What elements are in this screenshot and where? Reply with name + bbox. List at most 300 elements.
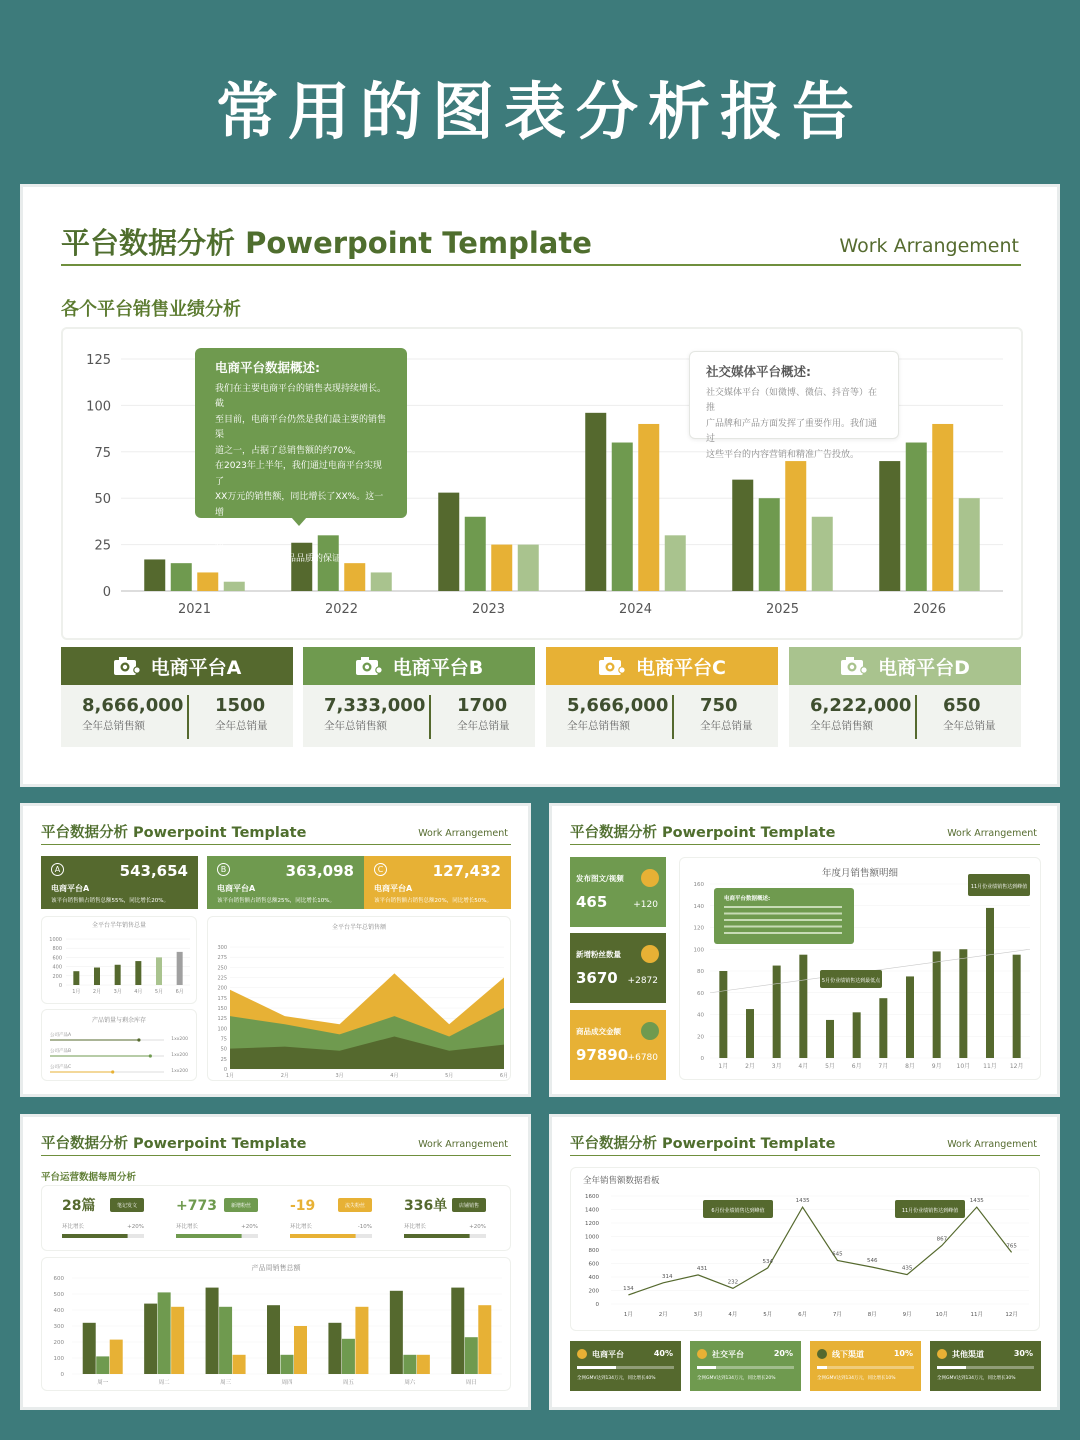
- x-tick-label: 7月: [878, 1063, 889, 1070]
- chart-title: 全年销售额数据看板: [583, 1176, 660, 1186]
- tile-name: 电商平台A: [217, 884, 256, 893]
- kpi-label: 环比增长: [404, 1224, 427, 1230]
- channel-tile: [570, 1341, 681, 1391]
- x-tick-label: 1月: [623, 1312, 633, 1318]
- x-tick-label: 7月: [832, 1312, 842, 1318]
- channel-name: 其他渠道: [952, 1350, 984, 1359]
- kpi-tile: [364, 856, 511, 909]
- tooltip-line: 在2023年上半年，我们通过电商平台实现了: [215, 461, 382, 487]
- bar-10月: [959, 949, 967, 1058]
- bar-2025-1: [732, 480, 753, 591]
- channel-desc: 全网GMV达到134万元，同比增长10%: [817, 1376, 896, 1381]
- sales-label: 全年总销售额: [82, 720, 145, 732]
- social-tooltip: [689, 351, 899, 460]
- platform-card-c: [546, 647, 778, 747]
- bar-2024-3: [638, 424, 659, 591]
- tooltip-line: 道之一，占据了总销售额的约70%。: [215, 445, 362, 456]
- data-label: 765: [1006, 1243, 1017, 1250]
- bar-2025-4: [812, 517, 833, 591]
- y-tick-label: 0: [58, 983, 62, 989]
- data-label: 1435: [969, 1198, 984, 1205]
- line-chart-panel: [570, 1167, 1040, 1331]
- stat-delta: +6780: [627, 1053, 658, 1063]
- y-tick-label: 1600: [585, 1194, 599, 1200]
- title-divider: [61, 264, 1021, 266]
- note-text-line: [724, 926, 842, 928]
- small-bar-panel: [41, 916, 197, 1004]
- x-tick-label: 5月: [154, 989, 164, 995]
- y-tick-label: 60: [697, 990, 704, 997]
- kpi-pct: +20%: [469, 1224, 486, 1230]
- qty-value: 750: [700, 695, 738, 716]
- y-tick-label: 1000: [585, 1234, 599, 1241]
- stat-value: 465: [576, 893, 608, 911]
- x-tick-label: 周二: [158, 1380, 170, 1386]
- x-tick-label: 6月: [499, 1073, 509, 1079]
- channel-name: 线下渠道: [832, 1350, 864, 1359]
- kpi-bar: [404, 1234, 470, 1238]
- stat-divider: [672, 695, 674, 739]
- weekly-chart-panel: [41, 1257, 511, 1391]
- x-tick-label: 1月: [718, 1063, 729, 1070]
- note-text-line: [724, 913, 842, 915]
- x-tick-label: 2026: [912, 602, 947, 617]
- slide-title: 平台数据分析 Powerpoint Template: [61, 226, 592, 260]
- channel-icon: [937, 1349, 947, 1359]
- sales-label: 全年总销售额: [324, 720, 387, 732]
- channel-pct: 30%: [1013, 1349, 1033, 1358]
- slide-thumb-yearly-line: [549, 1114, 1060, 1410]
- stock-progress-chart: [42, 1010, 196, 1080]
- bar-2025-3: [785, 461, 806, 591]
- bar-2024-2: [612, 443, 633, 591]
- channel-name: 社交平台: [712, 1350, 744, 1359]
- y-tick-label: 175: [217, 995, 227, 1002]
- y-tick-label: 75: [94, 445, 111, 461]
- data-label: 314: [662, 1273, 673, 1280]
- tooltip-line: 至目前，电商平台仍然是我们最主要的销售渠: [215, 414, 387, 440]
- y-tick-label: 400: [52, 964, 62, 971]
- y-tick-label: 800: [52, 946, 62, 953]
- kpi-pct: -10%: [357, 1224, 372, 1230]
- x-tick-label: 8月: [905, 1063, 915, 1070]
- platform-card-d: [789, 647, 1021, 747]
- bar-周四-3: [294, 1326, 307, 1374]
- bar-2026-1: [879, 461, 900, 591]
- stat-divider: [429, 695, 431, 739]
- x-tick-label: 周三: [220, 1380, 232, 1386]
- section-heading: 平台运营数据每周分析: [41, 1172, 137, 1183]
- line-series: [628, 1207, 1011, 1295]
- slide-title: 平台数据分析 Powerpoint Template: [570, 1136, 836, 1152]
- progress-panel: [41, 1009, 197, 1081]
- stat-tile: [570, 857, 666, 927]
- x-tick-label: 2025: [765, 602, 800, 617]
- bar-周一-1: [83, 1323, 96, 1374]
- bar-周一-3: [110, 1340, 123, 1374]
- x-tick-label: 3月: [113, 989, 122, 995]
- channel-desc: 全网GMV达到134万元，同比增长40%: [577, 1376, 656, 1381]
- slide-title: 平台数据分析 Powerpoint Template: [570, 825, 836, 841]
- callout-text: 5月份业绩销售达到最低点: [821, 978, 881, 984]
- kpi-label: 环比增长: [176, 1224, 199, 1230]
- tooltip-line: 促销活动，以及产品品质的保证。: [215, 554, 351, 564]
- slide-subtitle: Work Arrangement: [947, 1139, 1037, 1150]
- tile-letter-badge: A: [51, 863, 64, 876]
- stat-tile: [570, 1010, 666, 1080]
- slide-title: 平台数据分析 Powerpoint Template: [41, 1136, 307, 1152]
- bar-2021-4: [224, 582, 245, 591]
- kpi-value: 336单: [404, 1198, 448, 1214]
- y-tick-label: 200: [588, 1288, 599, 1295]
- channel-tile: [810, 1341, 921, 1391]
- y-tick-label: 0: [700, 1056, 704, 1062]
- slide-subtitle: Work Arrangement: [418, 1139, 508, 1150]
- main-slide: [20, 184, 1060, 787]
- bar-周四-1: [267, 1305, 280, 1374]
- stat-delta: +120: [633, 900, 658, 910]
- x-tick-label: 3月: [771, 1063, 782, 1070]
- qty-value: 1500: [215, 695, 266, 716]
- tooltip-line: XX万元的销售额，同比增长了XX%。这一增: [215, 492, 384, 518]
- callout-text: 11月份业绩销售达到峰值: [901, 1208, 959, 1214]
- x-tick-label: 3月: [693, 1312, 703, 1318]
- tile-value: 543,654: [119, 862, 188, 880]
- y-tick-label: 300: [53, 1324, 64, 1330]
- channel-name: 电商平台: [592, 1350, 624, 1359]
- monthly-bar-chart: [680, 858, 1040, 1079]
- platform-name: 电商平台C: [636, 656, 726, 679]
- x-tick-label: 9月: [902, 1312, 912, 1318]
- bar-周日-1: [451, 1288, 464, 1374]
- kpi-strip: [41, 1185, 511, 1251]
- half-year-bar-chart: [42, 917, 196, 1003]
- x-tick-label: 12月: [1005, 1312, 1018, 1318]
- slide-subtitle: Work Arrangement: [418, 828, 508, 839]
- title-divider: [41, 844, 511, 845]
- x-tick-label: 9月: [931, 1063, 942, 1070]
- tooltip-title: 社交媒体平台概述:: [706, 364, 811, 379]
- camera-icon: [355, 656, 383, 676]
- y-tick-label: 75: [220, 1036, 227, 1043]
- progress-knob: [137, 1038, 140, 1041]
- note-text-line: [724, 932, 842, 934]
- bar-周三-3: [233, 1355, 246, 1374]
- y-tick-label: 200: [53, 1340, 64, 1346]
- x-tick-label: 周日: [465, 1380, 477, 1386]
- y-tick-label: 0: [102, 585, 111, 600]
- stat-value: 97890: [576, 1046, 629, 1064]
- platform-header: [546, 647, 778, 685]
- callout-text: 6月份业绩销售达到峰值: [711, 1208, 765, 1214]
- bar-周一-2: [96, 1356, 109, 1374]
- bar-1月: [719, 971, 727, 1058]
- bar-11月: [986, 908, 994, 1058]
- y-tick-label: 160: [693, 882, 704, 888]
- kpi-tag-label: 流失粉丝: [344, 1203, 366, 1209]
- stat-label: 新增粉丝数量: [576, 950, 621, 959]
- note-text-line: [724, 919, 842, 921]
- y-tick-label: 300: [217, 945, 227, 951]
- kpi-bar: [290, 1234, 356, 1238]
- y-tick-label: 250: [217, 965, 227, 972]
- y-tick-label: 0: [223, 1067, 227, 1073]
- x-tick-label: 5月: [445, 1073, 454, 1079]
- bar-3月: [773, 966, 781, 1058]
- bar-周二-3: [171, 1307, 184, 1374]
- platform-card-b: [303, 647, 535, 747]
- title-divider: [570, 844, 1040, 845]
- bar-2023-1: [438, 493, 459, 591]
- kpi-value: -19: [290, 1198, 316, 1214]
- channel-pct: 40%: [653, 1349, 673, 1358]
- progress-value: 1xx200: [171, 1053, 188, 1058]
- progress-label: 公司产品C: [50, 1065, 72, 1070]
- x-tick-label: 2月: [280, 1073, 289, 1079]
- platform-body: [303, 685, 535, 747]
- kpi-tag-label: 笔记发文: [116, 1203, 138, 1209]
- y-tick-label: 25: [94, 538, 111, 554]
- progress-knob: [149, 1054, 152, 1057]
- hero-title: 常用的图表分析报告: [215, 75, 864, 148]
- kpi-bar: [176, 1234, 242, 1238]
- x-tick-label: 2024: [618, 602, 653, 617]
- data-label: 431: [696, 1265, 708, 1272]
- y-tick-label: 100: [53, 1356, 64, 1362]
- y-tick-label: 275: [217, 955, 227, 962]
- x-tick-label: 2月: [658, 1312, 668, 1318]
- y-tick-label: 80: [697, 969, 704, 975]
- camera-icon: [113, 656, 141, 676]
- platform-header: [789, 647, 1021, 685]
- x-tick-label: 1月: [225, 1073, 235, 1079]
- channel-fill: [817, 1366, 827, 1369]
- y-tick-label: 150: [217, 1006, 227, 1012]
- bar-2023-2: [465, 517, 486, 591]
- stat-delta: +2872: [627, 976, 658, 986]
- sales-value: 5,666,000: [567, 695, 669, 716]
- qty-value: 650: [943, 695, 981, 716]
- y-tick-label: 500: [53, 1292, 64, 1298]
- y-tick-label: 50: [94, 492, 111, 508]
- qty-label: 全年总销量: [700, 720, 753, 732]
- area-panel: [207, 916, 511, 1081]
- kpi-pct: +20%: [241, 1224, 258, 1230]
- x-tick-label: 6月: [175, 989, 184, 995]
- bar-8月: [906, 976, 914, 1058]
- x-tick-label: 2021: [177, 602, 212, 617]
- tooltip-line: 我们在主要电商平台的销售表现持续增长。截: [215, 383, 387, 409]
- ecommerce-tooltip: [195, 348, 407, 564]
- x-tick-label: 4月: [134, 989, 143, 995]
- channel-track: [937, 1366, 1034, 1369]
- qty-label: 全年总销量: [457, 720, 510, 732]
- stat-label: 发布图文/视频: [576, 874, 624, 883]
- x-tick-label: 3月: [335, 1073, 344, 1079]
- bar-2月: [94, 968, 100, 985]
- platform-header: [303, 647, 535, 685]
- qty-label: 全年总销量: [215, 720, 268, 732]
- platform-name: 电商平台B: [392, 656, 484, 679]
- progress-label: 公司产品B: [50, 1049, 72, 1054]
- stat-value: 3670: [576, 969, 618, 987]
- channel-fill: [577, 1366, 616, 1369]
- y-tick-label: 1400: [585, 1207, 599, 1214]
- chart-icon: [641, 1022, 659, 1040]
- tooltip-line: 这些平台的内容营销和精准广告投放。: [706, 449, 860, 460]
- channel-fill: [937, 1366, 966, 1369]
- tooltip-title: 电商平台数据概述:: [215, 360, 320, 375]
- sales-value: 6,222,000: [810, 695, 912, 716]
- bar-周五-1: [328, 1323, 341, 1374]
- title-divider: [570, 1155, 1040, 1156]
- slide-thumb-kpi-area: [20, 803, 531, 1097]
- kpi-value: 28篇: [62, 1198, 96, 1214]
- platform-body: [546, 685, 778, 747]
- bar-周四-2: [281, 1355, 294, 1374]
- y-tick-label: 1000: [49, 937, 62, 943]
- kpi-pct: +20%: [127, 1224, 144, 1230]
- y-tick-label: 600: [52, 955, 62, 962]
- x-tick-label: 周一: [97, 1380, 109, 1386]
- slide-thumb-monthly: [549, 803, 1060, 1097]
- bar-2021-2: [171, 563, 192, 591]
- sales-label: 全年总销售额: [567, 720, 630, 732]
- channel-pct: 10%: [893, 1349, 913, 1358]
- slide-subtitle: Work Arrangement: [839, 235, 1019, 257]
- tile-value: 363,098: [285, 862, 354, 880]
- data-label: 546: [867, 1258, 878, 1265]
- x-tick-label: 2023: [471, 602, 506, 617]
- tile-desc: 该平台销售额占销售总额25%，同比增长10%。: [217, 898, 335, 904]
- sales-value: 8,666,000: [82, 695, 184, 716]
- channel-pct: 20%: [773, 1349, 793, 1358]
- y-tick-label: 100: [217, 1026, 227, 1033]
- chart-icon: [641, 945, 659, 963]
- data-label: 232: [727, 1279, 739, 1286]
- y-tick-label: 600: [53, 1276, 64, 1282]
- tile-name: 电商平台A: [374, 884, 413, 893]
- bar-周日-2: [465, 1337, 478, 1374]
- bar-周六-3: [417, 1355, 430, 1374]
- platform-card-a: [61, 647, 293, 747]
- data-label: 1435: [795, 1198, 810, 1205]
- chart-title: 产品周销售总额: [251, 1264, 301, 1272]
- stat-divider: [915, 695, 917, 739]
- platform-name: 电商平台D: [878, 656, 970, 679]
- y-tick-label: 25: [220, 1056, 227, 1063]
- bar-6月: [177, 952, 183, 985]
- x-tick-label: 4月: [390, 1073, 399, 1079]
- bar-周六-1: [390, 1291, 403, 1374]
- y-tick-label: 225: [217, 975, 227, 982]
- data-label: 534: [762, 1258, 773, 1265]
- x-tick-label: 2月: [92, 989, 102, 995]
- bar-周六-2: [403, 1355, 416, 1374]
- tile-desc: 该平台销售额占销售总额20%，同比增长50%。: [374, 898, 492, 904]
- channel-track: [577, 1366, 674, 1369]
- x-tick-label: 11月: [970, 1312, 983, 1318]
- note-text-line: [724, 906, 842, 908]
- bar-2026-2: [906, 443, 927, 591]
- bar-2021-3: [197, 572, 218, 591]
- bar-9月: [933, 951, 941, 1058]
- tooltip-line: 长主要归因于我们在平台上的持续广告投放和: [215, 523, 387, 549]
- tile-desc: 该平台销售额占销售总额55%，同比增长20%。: [51, 898, 169, 904]
- chart-title: 全平台半年销售总量: [91, 922, 147, 929]
- kpi-tile: [41, 856, 198, 909]
- chart-icon: [641, 869, 659, 887]
- bar-2022-4: [371, 572, 392, 591]
- title-divider: [41, 1155, 511, 1156]
- tile-value: 127,432: [432, 862, 501, 880]
- section-heading: 各个平台销售业绩分析: [61, 299, 241, 320]
- sales-value: 7,333,000: [324, 695, 426, 716]
- kpi-tag-label: 新增粉丝: [230, 1203, 252, 1209]
- tile-letter-badge: C: [374, 863, 387, 876]
- tooltip-line: 广品牌和产品方面发挥了重要作用。我们通过: [706, 418, 878, 444]
- x-tick-label: 12月: [1009, 1063, 1024, 1070]
- callout-text: 11月份业绩销售达到峰值: [970, 884, 1028, 890]
- bar-3月: [115, 965, 121, 985]
- data-label: 867: [936, 1236, 948, 1243]
- x-tick-label: 11月: [983, 1063, 997, 1070]
- channel-icon: [577, 1349, 587, 1359]
- bar-周日-3: [478, 1305, 491, 1374]
- y-tick-label: 400: [53, 1308, 64, 1314]
- camera-icon: [598, 656, 626, 676]
- data-label: 134: [623, 1285, 634, 1292]
- qty-value: 1700: [457, 695, 508, 716]
- channel-desc: 全网GMV达到134万元，同比增长20%: [697, 1376, 776, 1381]
- y-tick-label: 40: [697, 1012, 704, 1019]
- x-tick-label: 4月: [798, 1063, 809, 1070]
- slide-subtitle: Work Arrangement: [947, 828, 1037, 839]
- y-tick-label: 120: [693, 925, 704, 932]
- y-tick-label: 200: [217, 985, 227, 992]
- x-tick-label: 周六: [404, 1380, 416, 1386]
- bar-2026-3: [932, 424, 953, 591]
- bar-周二-1: [144, 1304, 157, 1374]
- channel-tile: [690, 1341, 801, 1391]
- channel-icon: [817, 1349, 827, 1359]
- y-tick-label: 0: [595, 1302, 599, 1308]
- tile-name: 电商平台A: [51, 884, 90, 893]
- x-tick-label: 周四: [281, 1380, 293, 1386]
- half-year-area-chart: [208, 917, 510, 1080]
- bar-4月: [799, 955, 807, 1058]
- data-label: 435: [901, 1265, 913, 1272]
- stat-divider: [187, 695, 189, 739]
- x-tick-label: 5月: [763, 1312, 773, 1318]
- slide-thumb-weekly: [20, 1114, 531, 1410]
- stat-tile: [570, 933, 666, 1003]
- kpi-tile: [207, 856, 364, 909]
- slide-title: 平台数据分析 Powerpoint Template: [41, 825, 307, 841]
- data-label: 645: [832, 1251, 843, 1258]
- x-tick-label: 8月: [867, 1312, 877, 1318]
- x-tick-label: 5月: [825, 1063, 835, 1070]
- x-tick-label: 2022: [324, 602, 359, 617]
- kpi-value: +773: [176, 1198, 217, 1214]
- kpi-label: 环比增长: [62, 1224, 85, 1230]
- x-tick-label: 6月: [851, 1063, 862, 1070]
- stat-label: 商品成交金额: [576, 1027, 621, 1036]
- bar-4月: [135, 961, 141, 985]
- bar-1月: [73, 971, 79, 985]
- bar-2021-1: [144, 559, 165, 591]
- y-tick-label: 100: [86, 399, 111, 415]
